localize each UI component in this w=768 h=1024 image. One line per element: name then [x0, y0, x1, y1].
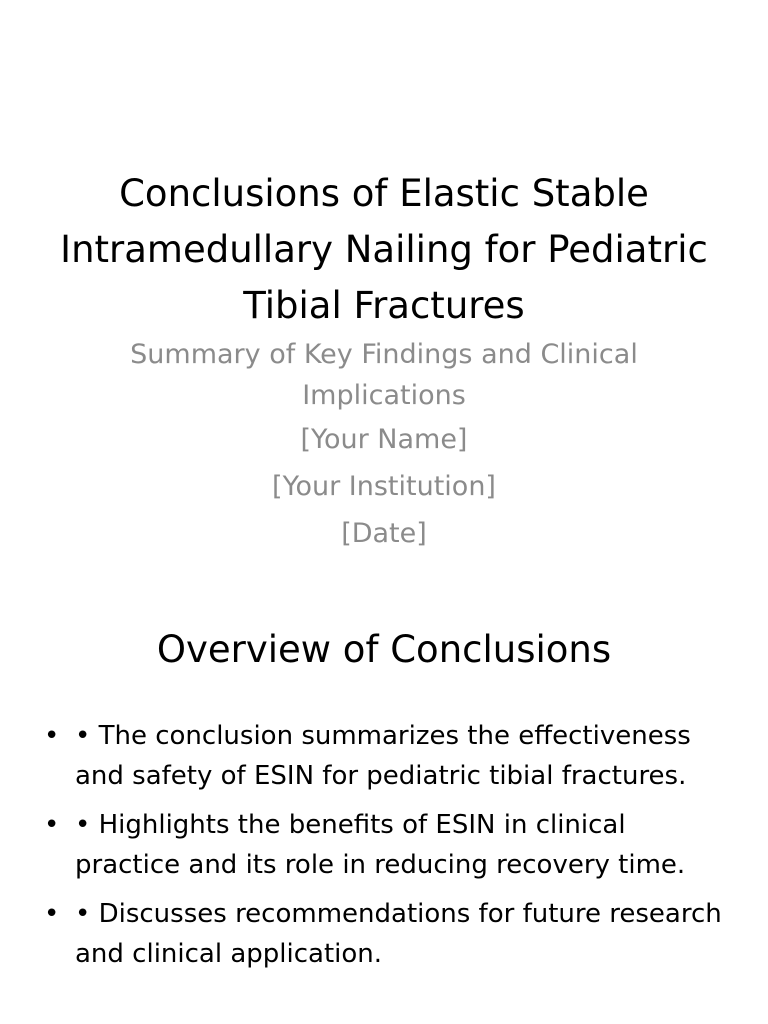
presenter-institution: [Your Institution] — [272, 471, 496, 502]
bullet-text: • Highlights the benefits of ESIN in clinical practice and its role in reducing recovery time. — [75, 810, 686, 880]
presentation-date: [Date] — [341, 518, 427, 549]
list-item — [40, 805, 732, 885]
bullet-text: • Discusses recommendations for future research and clinical application. — [75, 899, 722, 969]
list-item — [40, 716, 732, 796]
subtitle-block — [100, 334, 668, 557]
bullet-marker: • — [44, 899, 60, 929]
bullet-marker: • — [44, 721, 60, 751]
slide-title: Conclusions of Elastic Stable Intramedullary Nailing for Pediatric Tibial Fractures — [60, 172, 708, 327]
overview-title: Overview of Conclusions — [156, 628, 612, 671]
presenter-name: [Your Name] — [300, 424, 468, 455]
bullet-list — [40, 716, 732, 983]
subtitle: Summary of Key Findings and Clinical Implications — [130, 339, 638, 411]
bullet-text: • The conclusion summarizes the effectiveness and safety of ESIN for pediatric tibial fractures. — [75, 721, 691, 791]
list-item — [40, 894, 732, 974]
bullet-marker: • — [44, 810, 60, 840]
overview-slide — [0, 576, 768, 1024]
